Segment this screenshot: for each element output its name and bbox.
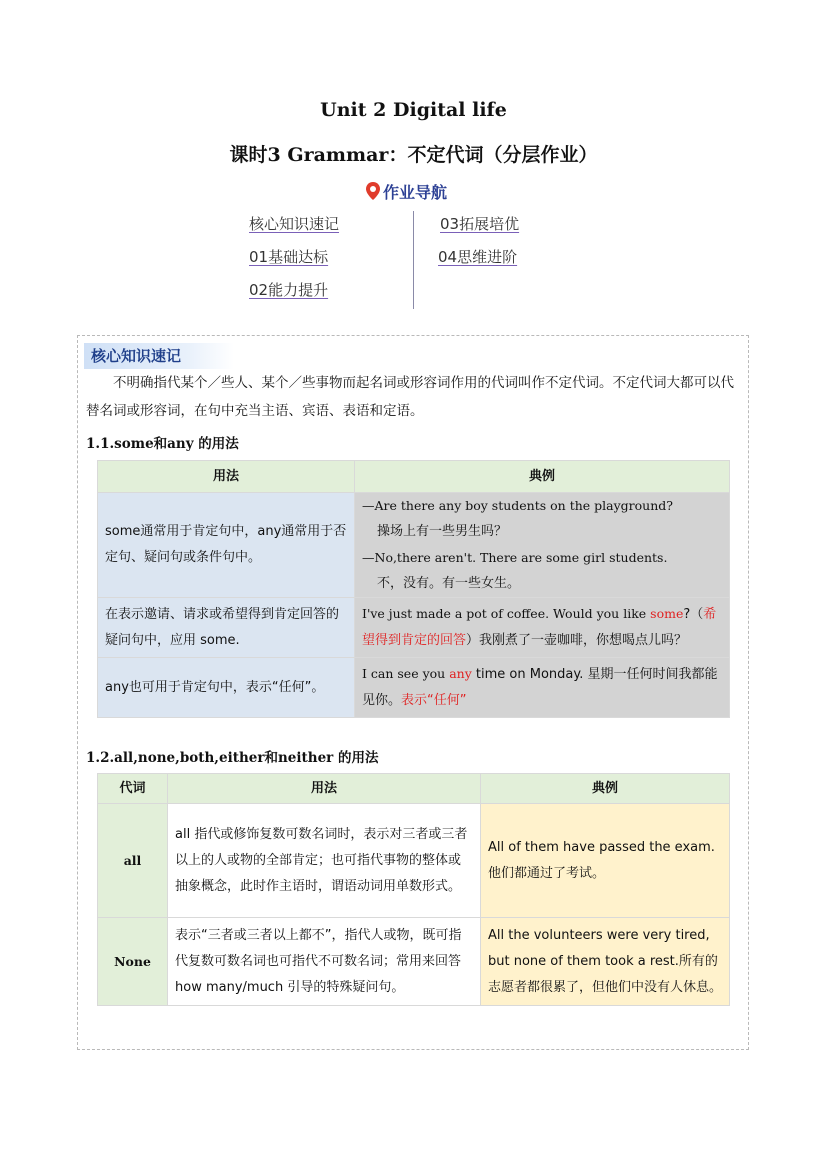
section-label: 核心知识速记 [91, 347, 182, 365]
table1-header-example: 典例 [355, 461, 730, 493]
table2-row1-pronoun: all [98, 804, 168, 918]
nav-divider [413, 211, 414, 309]
table1-row2-example: I've just made a pot of coffee. Would you like some?（希望得到肯定的回答）我刚煮了一壶咖啡，你想喝点儿吗？ [355, 598, 730, 658]
section-label-box [84, 343, 234, 369]
nav-heading [366, 179, 447, 203]
location-pin-icon [366, 182, 380, 200]
table1-row1-example: —Are there any boy students on the playground? 操场上有一些男生吗？ —No,there aren't. There are some girl students. 不，没有。有一些女生。 [355, 493, 730, 598]
table2-row2-example: All the volunteers were very tired, but none of them took a rest.所有的志愿者都很累了，但他们中没有人休息。 [481, 918, 730, 1006]
nav-link-02[interactable]: 02能力提升 [249, 281, 329, 299]
table2-row2-usage: 表示“三者或三者以上都不”，指代人或物，既可指代复数可数名词也可指代不可数名词；常用来回答 how many/much 引导的特殊疑问句。 [168, 918, 481, 1006]
nav-heading-label: 作业导航 [383, 182, 448, 202]
table2-header-usage: 用法 [168, 774, 481, 804]
document-title: Unit 2 Digital life [320, 99, 507, 121]
nav-link-03[interactable]: 03拓展培优 [440, 215, 520, 233]
table2-header-example: 典例 [481, 774, 730, 804]
table1-heading: 1.1.some和any 的用法 [86, 436, 239, 452]
nav-link-04[interactable]: 04思维进阶 [438, 248, 518, 266]
table2-row1-usage: all 指代或修饰复数可数名词时，表示对三者或三者以上的人或物的全部肯定；也可指代事物的整体或抽象概念，此时作主语时，谓语动词用单数形式。 [168, 804, 481, 918]
table2-heading: 1.2.all,none,both,either和neither 的用法 [86, 750, 379, 766]
nav-link-core[interactable]: 核心知识速记 [249, 215, 340, 233]
document-subtitle: 课时3 Grammar：不定代词（分层作业） [229, 144, 598, 166]
pronoun-table [97, 773, 730, 1006]
some-any-table [97, 460, 730, 718]
table1-row3-usage: any也可用于肯定句中，表示“任何”。 [98, 658, 355, 718]
table1-header-usage: 用法 [98, 461, 355, 493]
table2-header-pronoun: 代词 [98, 774, 168, 804]
intro-paragraph: 不明确指代某个／些人、某个／些事物而起名词或形容词作用的代词叫作不定代词。不定代词大都可以代替名词或形容词，在句中充当主语、宾语、表语和定语。 [86, 375, 734, 419]
table2-row1-example: All of them have passed the exam.他们都通过了考试。 [481, 804, 730, 918]
table2-row2-pronoun: None [98, 918, 168, 1006]
nav-link-01[interactable]: 01基础达标 [249, 248, 329, 266]
table1-row1-usage: some通常用于肯定句中，any通常用于否定句、疑问句或条件句中。 [98, 493, 355, 598]
table1-row2-usage: 在表示邀请、请求或希望得到肯定回答的疑问句中，应用 some. [98, 598, 355, 658]
table1-row3-example: I can see you any time on Monday. 星期一任何时间我都能见你。表示“任何” [355, 658, 730, 718]
